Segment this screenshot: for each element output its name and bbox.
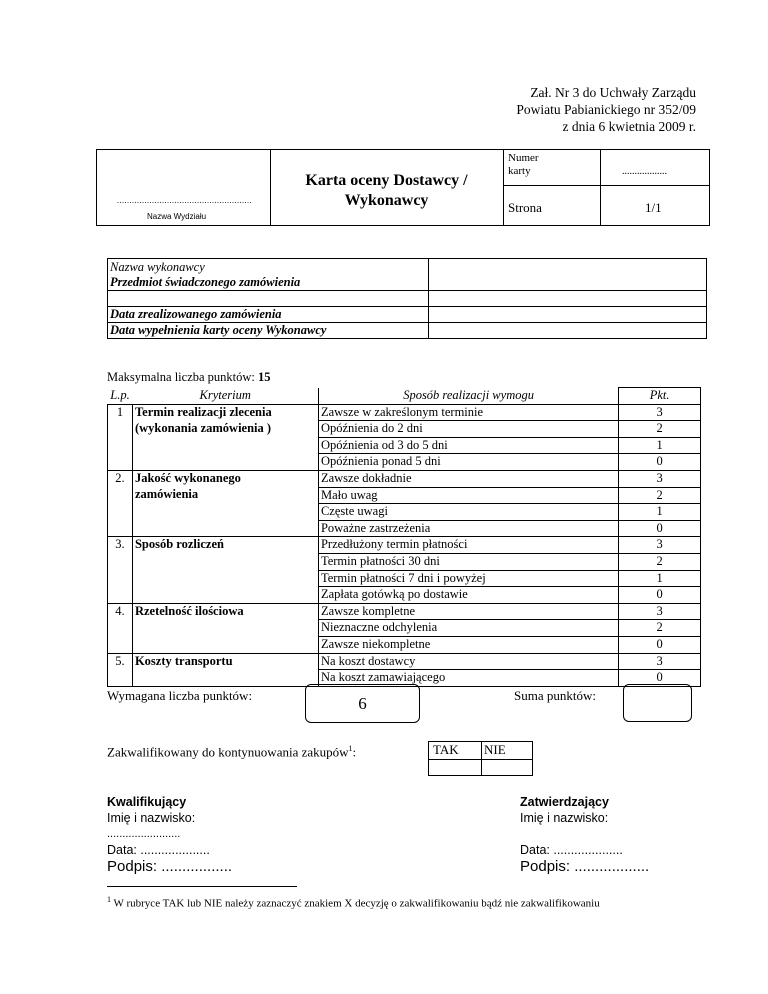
table-row [108, 636, 701, 653]
qualified-text: Zakwalifikowany do kontynuowania zakupów [107, 744, 349, 760]
row-lp [108, 587, 133, 604]
yes-checkbox[interactable] [429, 760, 482, 776]
row-lp: 3. [108, 537, 133, 554]
criteria-table [107, 387, 701, 687]
no-checkbox[interactable] [482, 760, 533, 776]
row-method: Zapłata gotówką po dostawie [318, 587, 618, 604]
table-row [108, 504, 701, 521]
row-criterion [132, 587, 318, 604]
row-method: Zawsze niekompletne [318, 636, 618, 653]
approver-title: Zatwierdzający [520, 795, 609, 809]
qualified-choice-table [428, 741, 533, 776]
table-row [108, 470, 701, 487]
row-criterion: Jakość wykonanego [132, 470, 318, 487]
row-points: 3 [619, 653, 701, 670]
row-criterion [132, 437, 318, 454]
realized-date-value[interactable] [429, 307, 707, 323]
row-method: Mało uwag [318, 487, 618, 504]
footnote-number: 1 [107, 895, 111, 904]
row-method: Zawsze dokładnie [318, 470, 618, 487]
max-points-label: Maksymalna liczba punktów: [107, 370, 259, 384]
qualifier-date: Data: .................... [107, 843, 210, 857]
divider [503, 185, 709, 186]
attachment-note [516, 84, 696, 135]
table-row [108, 487, 701, 504]
row-criterion: (wykonania zamówienia ) [132, 421, 318, 438]
row-method: Opóźnienia od 3 do 5 dni [318, 437, 618, 454]
row-points: 0 [619, 636, 701, 653]
row-lp [108, 670, 133, 687]
row-lp [108, 454, 133, 471]
required-points-label: Wymagana liczba punktów: [107, 688, 253, 703]
row-method: Na koszt dostawcy [318, 653, 618, 670]
approver-spacer [520, 826, 649, 842]
row-criterion: Sposób rozliczeń [132, 537, 318, 554]
subject-label: Przedmiot świadczonego zamówienia [110, 275, 301, 289]
spacer-cell [108, 291, 429, 307]
table-row [108, 653, 701, 670]
qualifier-name-label: Imię i nazwisko: [107, 811, 196, 825]
row-criterion [132, 570, 318, 587]
department-label: Nazwa Wydziału [147, 212, 207, 221]
table-row [108, 587, 701, 604]
row-method: Częste uwagi [318, 504, 618, 521]
card-number-label [508, 152, 539, 178]
qualifier-signature: Podpis: ................. [107, 858, 233, 875]
footnote [107, 895, 600, 910]
footnote-ref: 1 [348, 744, 353, 753]
row-method: Termin płatności 7 dni i powyżej [318, 570, 618, 587]
order-info-table [107, 258, 707, 339]
card-number-label-1: Numer [508, 152, 539, 164]
row-lp: 4. [108, 603, 133, 620]
header-box [96, 149, 710, 226]
row-points: 3 [619, 404, 701, 421]
attachment-note-line1: Zał. Nr 3 do Uchwały Zarządu [530, 85, 696, 100]
qualified-colon: : [352, 744, 357, 760]
col-criterion-header: Kryterium [199, 387, 251, 402]
row-method: Nieznaczne odchylenia [318, 620, 618, 637]
qualified-label [107, 744, 356, 760]
page-label: Strona [508, 200, 542, 215]
row-method: Termin płatności 30 dni [318, 553, 618, 570]
table-row [108, 553, 701, 570]
row-points: 1 [619, 504, 701, 521]
row-method: Przedłużony termin płatności [318, 537, 618, 554]
form-title-line2: Wykonawcy [344, 192, 429, 209]
table-row [108, 570, 701, 587]
card-number-value: .................. [622, 166, 667, 177]
row-points: 1 [619, 437, 701, 454]
row-points: 1 [619, 570, 701, 587]
row-points: 2 [619, 553, 701, 570]
row-criterion [132, 504, 318, 521]
approver-date: Data: .................... [520, 843, 623, 857]
divider [600, 150, 601, 225]
row-method: Zawsze w zakreślonym terminie [318, 404, 618, 421]
approver-name-label: Imię i nazwisko: [520, 811, 609, 825]
form-title [270, 171, 503, 211]
row-points: 0 [619, 670, 701, 687]
row-lp: 5. [108, 653, 133, 670]
row-criterion [132, 454, 318, 471]
sum-points-box[interactable] [623, 684, 692, 722]
col-method-header: Sposób realizacji wymogu [318, 388, 618, 405]
row-points: 0 [619, 454, 701, 471]
col-lp-header: L.p. [110, 387, 130, 402]
row-criterion: zamówienia [132, 487, 318, 504]
approver-signature: Podpis: .................. [520, 858, 650, 875]
attachment-note-line3: z dnia 6 kwietnia 2009 r. [562, 119, 696, 134]
no-label: NIE [482, 742, 533, 760]
col-points-header: Pkt. [619, 388, 701, 405]
table-row [108, 537, 701, 554]
row-lp [108, 553, 133, 570]
row-criterion [132, 520, 318, 537]
yes-label: TAK [429, 742, 482, 760]
row-criterion [132, 670, 318, 687]
row-lp [108, 437, 133, 454]
qualifier-name-dots: ........................ [107, 828, 181, 840]
divider [503, 150, 504, 225]
row-lp [108, 570, 133, 587]
row-points: 3 [619, 603, 701, 620]
filled-date-label: Data wypełnienia karty oceny Wykonawcy [108, 323, 429, 339]
qualifier-block [107, 794, 232, 876]
order-info-labels [108, 259, 429, 291]
table-row [108, 404, 701, 421]
required-points-box [305, 684, 420, 723]
row-criterion [132, 553, 318, 570]
required-points-value: 6 [358, 694, 367, 713]
table-row [108, 520, 701, 537]
row-points: 3 [619, 537, 701, 554]
card-number-label-2: karty [508, 165, 531, 177]
row-points: 2 [619, 487, 701, 504]
row-method: Zawsze kompletne [318, 603, 618, 620]
row-criterion [132, 620, 318, 637]
table-row [108, 620, 701, 637]
row-criterion [132, 636, 318, 653]
row-method: Na koszt zamawiającego [318, 670, 618, 687]
row-criterion: Rzetelność ilościowa [132, 603, 318, 620]
table-row [108, 437, 701, 454]
row-method: Poważne zastrzeżenia [318, 520, 618, 537]
sum-points-label: Suma punktów: [514, 688, 596, 703]
row-points: 0 [619, 587, 701, 604]
footnote-text: W rubryce TAK lub NIE należy zaznaczyć znakiem X decyzję o zakwalifikowaniu bądź nie zakwalifikowaniu [111, 897, 600, 910]
footnote-separator [107, 886, 297, 887]
row-lp [108, 487, 133, 504]
qualifier-title: Kwalifikujący [107, 795, 187, 809]
contractor-name-label: Nazwa wykonawcy [110, 260, 205, 274]
row-lp [108, 636, 133, 653]
row-method: Opóźnienia do 2 dni [318, 421, 618, 438]
row-lp [108, 520, 133, 537]
contractor-name-value[interactable] [429, 259, 707, 291]
row-lp: 1 [108, 404, 133, 421]
form-title-line1: Karta oceny Dostawcy / [305, 172, 468, 189]
table-row [108, 454, 701, 471]
realized-date-label: Data zrealizowanego zamówienia [108, 307, 429, 323]
table-row [108, 603, 701, 620]
approver-block [520, 794, 649, 876]
page-value: 1/1 [645, 200, 662, 215]
table-row [108, 421, 701, 438]
filled-date-value[interactable] [429, 323, 707, 339]
row-criterion: Koszty transportu [132, 653, 318, 670]
attachment-note-line2: Powiatu Pabianickiego nr 352/09 [516, 102, 696, 117]
row-criterion: Termin realizacji zlecenia [132, 404, 318, 421]
department-dots: ...................................................... [117, 196, 252, 205]
row-lp [108, 620, 133, 637]
row-lp [108, 421, 133, 438]
max-points [107, 370, 271, 385]
row-method: Opóźnienia ponad 5 dni [318, 454, 618, 471]
row-points: 0 [619, 520, 701, 537]
row-points: 3 [619, 470, 701, 487]
max-points-value: 15 [258, 370, 271, 384]
row-points: 2 [619, 620, 701, 637]
row-lp: 2. [108, 470, 133, 487]
row-lp [108, 504, 133, 521]
subject-value[interactable] [429, 291, 707, 307]
row-points: 2 [619, 421, 701, 438]
